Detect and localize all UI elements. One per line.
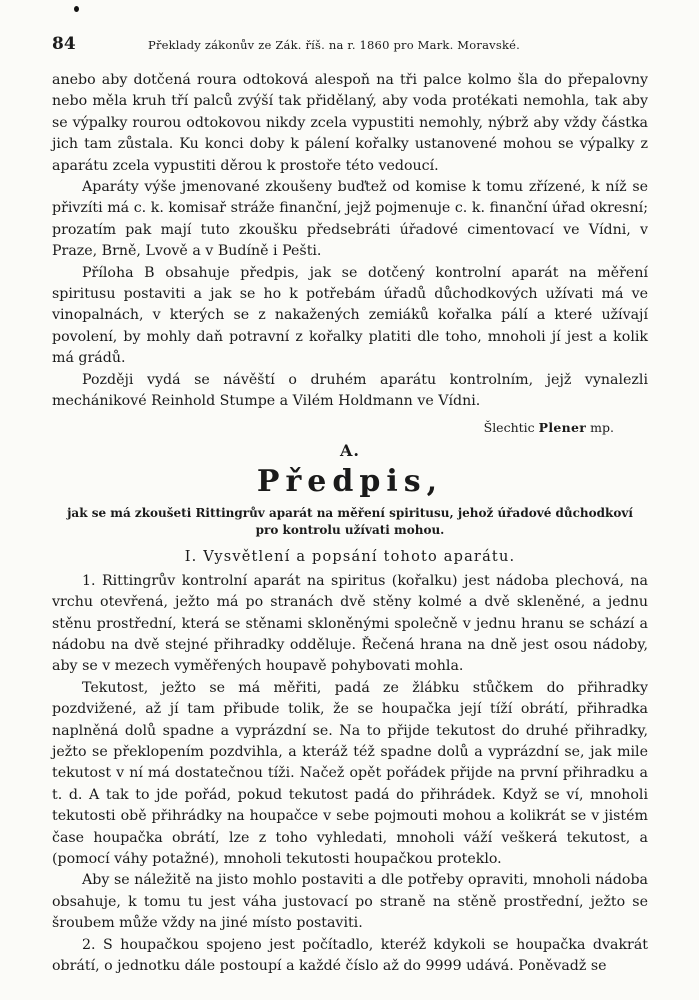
paragraph: 1. Rittingrův kontrolní aparát na spiritus (kořalku) jest nádoba plechová, na vrchu otevřená, ježto má po stranách dvě stěny kolmé a dvě skleněné, a jednu stěnu prostřední, která se stěnami skloněnými společně v jednu hranu se schází a nádobu na dvě stejné přihradky odděluje. Řečená hrana na dně jest osou nádoby, aby se v mezech vyměřených houpavě pohybovati mohla. <box>52 572 648 675</box>
signature-name: Plener <box>538 419 587 435</box>
page-header <box>52 34 648 54</box>
document-subtitle: jak se má zkoušeti Rittingrův aparát na měření spiritusu, jehož úřadové důchodkoví pro kontrolu užívati mohou. <box>67 506 633 538</box>
paragraph: Aby se náležitě na jisto mohlo postaviti a dle potřeby opraviti, mnoholi nádoba obsahuje, k tomu tu jest váha justovací po straně na stěně prostřední, ježto se šroubem může vždy na jiné místo postaviti. <box>52 872 648 932</box>
section-heading: I. Vysvětlení a popsání tohoto aparátu. <box>184 549 516 566</box>
signature-prefix: Šlechtic <box>483 419 535 435</box>
section-letter: A. <box>340 440 360 460</box>
body-text <box>52 70 648 977</box>
paragraph: 2. S houpačkou spojeno jest počítadlo, kteréž kdykoli se houpačka dvakrát obrátí, o jednotku dále postoupí a každé číslo až do 9999 udává. Poněvadž se <box>52 936 648 975</box>
paragraph: Aparáty výše jmenované zkoušeny buďtež od komise k tomu zřízené, k níž se přivzíti má c. k. komisař stráže finanční, jejž pojmenuje c. k. finanční úřad okresní; prozatím pak mají tuto zkoušku předsebráti úřadové cimentovací ve Vídni, v Praze, Brně, Lvově a v Budíně i Pešti. <box>52 179 648 260</box>
running-head: Překlady zákonův ze Zák. říš. na r. 1860 pro Mark. Moravské. <box>148 38 520 52</box>
paragraph: Příloha B obsahuje předpis, jak se dotčený kontrolní aparát na měření spiritusu postaviti a jak se ho k potřebám úřadů důchodkových užívati má ve vinopalnách, v kterých se z nakažených zemiáků kořalka pálí a které užívají povolení, by mohly daň potravní z kořalky platiti dle toho, mnoholi jí jest a kolik má grádů. <box>52 264 648 367</box>
document-title: Předpis, <box>256 464 444 500</box>
signature-suffix: mp. <box>590 419 614 435</box>
paragraph: Později vydá se návěští o druhém aparátu kontrolním, jejž vynalezli mechánikové Reinhold Stumpe a Vilém Holdmann ve Vídni. <box>52 371 648 410</box>
ink-speck <box>74 6 79 12</box>
paragraph: anebo aby dotčená roura odtoková alespoň na tři palce kolmo šla do přepalovny nebo měla kruh tří palců zvýší tak přidělaný, aby voda protékati nemohla, tak aby se výpalky rourou odtokovou nikdy zcela vypustiti nemohly, nýbrž aby vždy částka jich tam zůstala. Ku konci doby k pálení kořalky ustanovené mohou se výpalky z aparátu zcela vypustiti děrou k prostoře této vedoucí. <box>52 72 648 174</box>
paragraph: Tekutost, ježto se má měřiti, padá ze žlábku stůčkem do přihradky pozdvižené, až jí tam přibude tolik, že se houpačka její tíží obrátí, přihradka naplněná dolů spadne a vyprázdní se. Na to přijde tekutost do druhé přihradky, ježto se překlopením pozdvihla, a kteráž též spadne dolů a vyprázdní se, jak mile tekutost v ní má dostatečnou tíži. Načež opět pořádek přijde na první přihradku a t. d. A tak to jde pořád, pokud tekutost padá do přihrádek. Když se ví, mnoholi tekutosti obě přihrádky na houpačce v sebe pojmouti mohou a kolikrát se v jistém čase houpačka obrátí, lze z toho vyhledati, mnoholi váží veškerá tekutost, a (pomocí váhy potažné), mnoholi tekutosti houpačkou proteklo. <box>52 679 648 867</box>
page-number: 84 <box>52 34 76 54</box>
signature <box>52 417 614 438</box>
